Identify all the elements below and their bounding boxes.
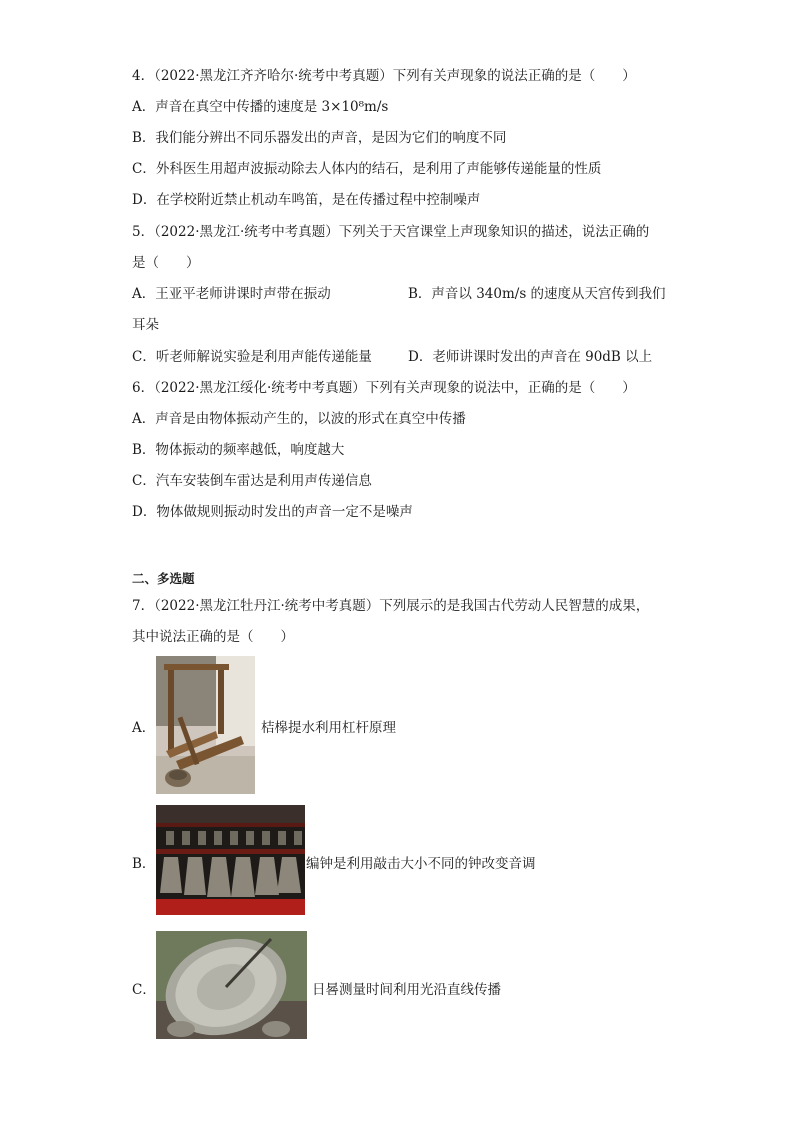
- q4-option-d: D．在学校附近禁止机动车鸣笛，是在传播过程中控制噪声: [132, 192, 481, 208]
- q7-option-b-text: 编钟是利用敲击大小不同的钟改变音调: [306, 856, 536, 872]
- q7-option-c-letter: C．: [132, 982, 156, 998]
- q4-option-a: A．声音在真空中传播的速度是 3×10⁸m/s: [132, 99, 389, 115]
- q7-option-b-letter: B．: [132, 856, 156, 872]
- section-title: 二、多选题: [132, 571, 195, 586]
- q4-stem: 4．（2022·黑龙江齐齐哈尔·统考中考真题）下列有关声现象的说法正确的是（ ）: [132, 68, 636, 84]
- q7-option-a-text: 桔槔提水利用杠杆原理: [261, 720, 396, 736]
- q7-stem-line2: 其中说法正确的是（ ）: [132, 629, 294, 645]
- q4-option-c: C．外科医生用超声波振动除去人体内的结石，是利用了声能够传递能量的性质: [132, 161, 602, 177]
- q7-option-c-text: 日晷测量时间利用光沿直线传播: [312, 982, 501, 998]
- q6-stem: 6．（2022·黑龙江绥化·统考中考真题）下列有关声现象的说法中，正确的是（ ）: [132, 380, 636, 396]
- q5-option-b: B．声音以 340m/s 的速度从天宫传到我们: [408, 286, 666, 302]
- q5-option-b-cont: 耳朵: [132, 317, 159, 333]
- sundial-photo-icon: [156, 931, 307, 1039]
- q4-option-b: B．我们能分辨出不同乐器发出的声音，是因为它们的响度不同: [132, 130, 507, 146]
- well-sweep-photo-icon: [156, 656, 255, 794]
- chime-bells-photo-icon: [156, 805, 305, 915]
- q6-option-a: A．声音是由物体振动产生的，以波的形式在真空中传播: [132, 411, 466, 427]
- q5-option-c: C．听老师解说实验是利用声能传递能量: [132, 349, 372, 365]
- q6-option-d: D．物体做规则振动时发出的声音一定不是噪声: [132, 504, 413, 520]
- q5-option-d: D．老师讲课时发出的声音在 90dB 以上: [408, 349, 653, 365]
- q5-stem-line1: 5．（2022·黑龙江·统考中考真题）下列关于天宫课堂上声现象知识的描述，说法正确的: [132, 224, 650, 240]
- q6-option-b: B．物体振动的频率越低，响度越大: [132, 442, 345, 458]
- q7-stem-line1: 7．（2022·黑龙江牡丹江·统考中考真题）下列展示的是我国古代劳动人民智慧的成果，: [132, 598, 650, 614]
- q5-option-a: A．王亚平老师讲课时声带在振动: [132, 286, 331, 302]
- q5-stem-line2: 是（ ）: [132, 255, 200, 271]
- q6-option-c: C．汽车安装倒车雷达是利用声传递信息: [132, 473, 372, 489]
- q7-option-a-letter: A．: [132, 720, 156, 736]
